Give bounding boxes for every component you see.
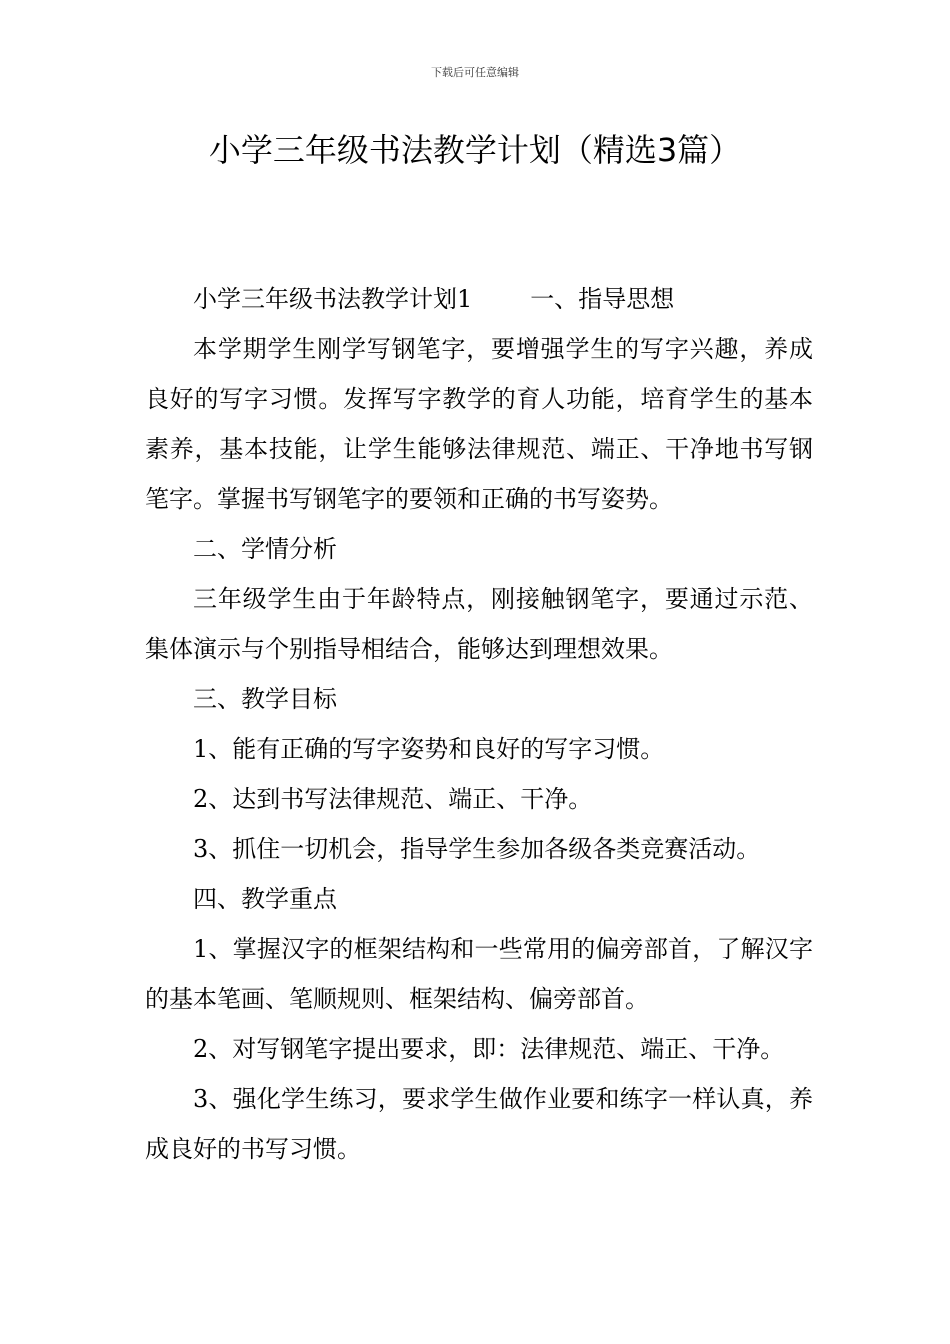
key-point-item-3: 3、强化学生练习，要求学生做作业要和练字一样认真，养成良好的书写习惯。 [145,1085,813,1163]
document-title: 小学三年级书法教学计划（精选3篇） [208,131,742,169]
subheading-key-points: 四、教学重点 [193,885,337,913]
section-heading-line [145,274,813,324]
subheading-analysis: 二、学情分析 [193,535,337,563]
document-body [145,274,813,1174]
section-heading: 小学三年级书法教学计划1 [193,285,473,313]
paragraph-analysis: 三年级学生由于年龄特点，刚接触钢笔字，要通过示范、集体演示与个别指导相结合，能够达到理想效果。 [145,585,813,663]
key-point-item-1: 1、掌握汉字的框架结构和一些常用的偏旁部首，了解汉字的基本笔画、笔顺规则、框架结构、偏旁部首。 [145,935,813,1013]
subheading-goals: 三、教学目标 [193,685,337,713]
goal-item-3: 3、抓住一切机会，指导学生参加各级各类竞赛活动。 [193,835,761,863]
header-note: 下载后可任意编辑 [431,66,519,79]
key-point-item-2: 2、对写钢笔字提出要求，即：法律规范、端正、干净。 [193,1035,785,1063]
goal-item-2: 2、达到书写法律规范、端正、干净。 [193,785,593,813]
paragraph-intro: 本学期学生刚学写钢笔字，要增强学生的写字兴趣，养成良好的写字习惯。发挥写字教学的育人功能，培育学生的基本素养，基本技能，让学生能够法律规范、端正、干净地书写钢笔字。掌握书写钢笔字的要领和正确的书写姿势。 [145,335,813,513]
subheading-guiding-ideology: 一、指导思想 [530,285,675,313]
goal-item-1: 1、能有正确的写字姿势和良好的写字习惯。 [193,735,665,763]
